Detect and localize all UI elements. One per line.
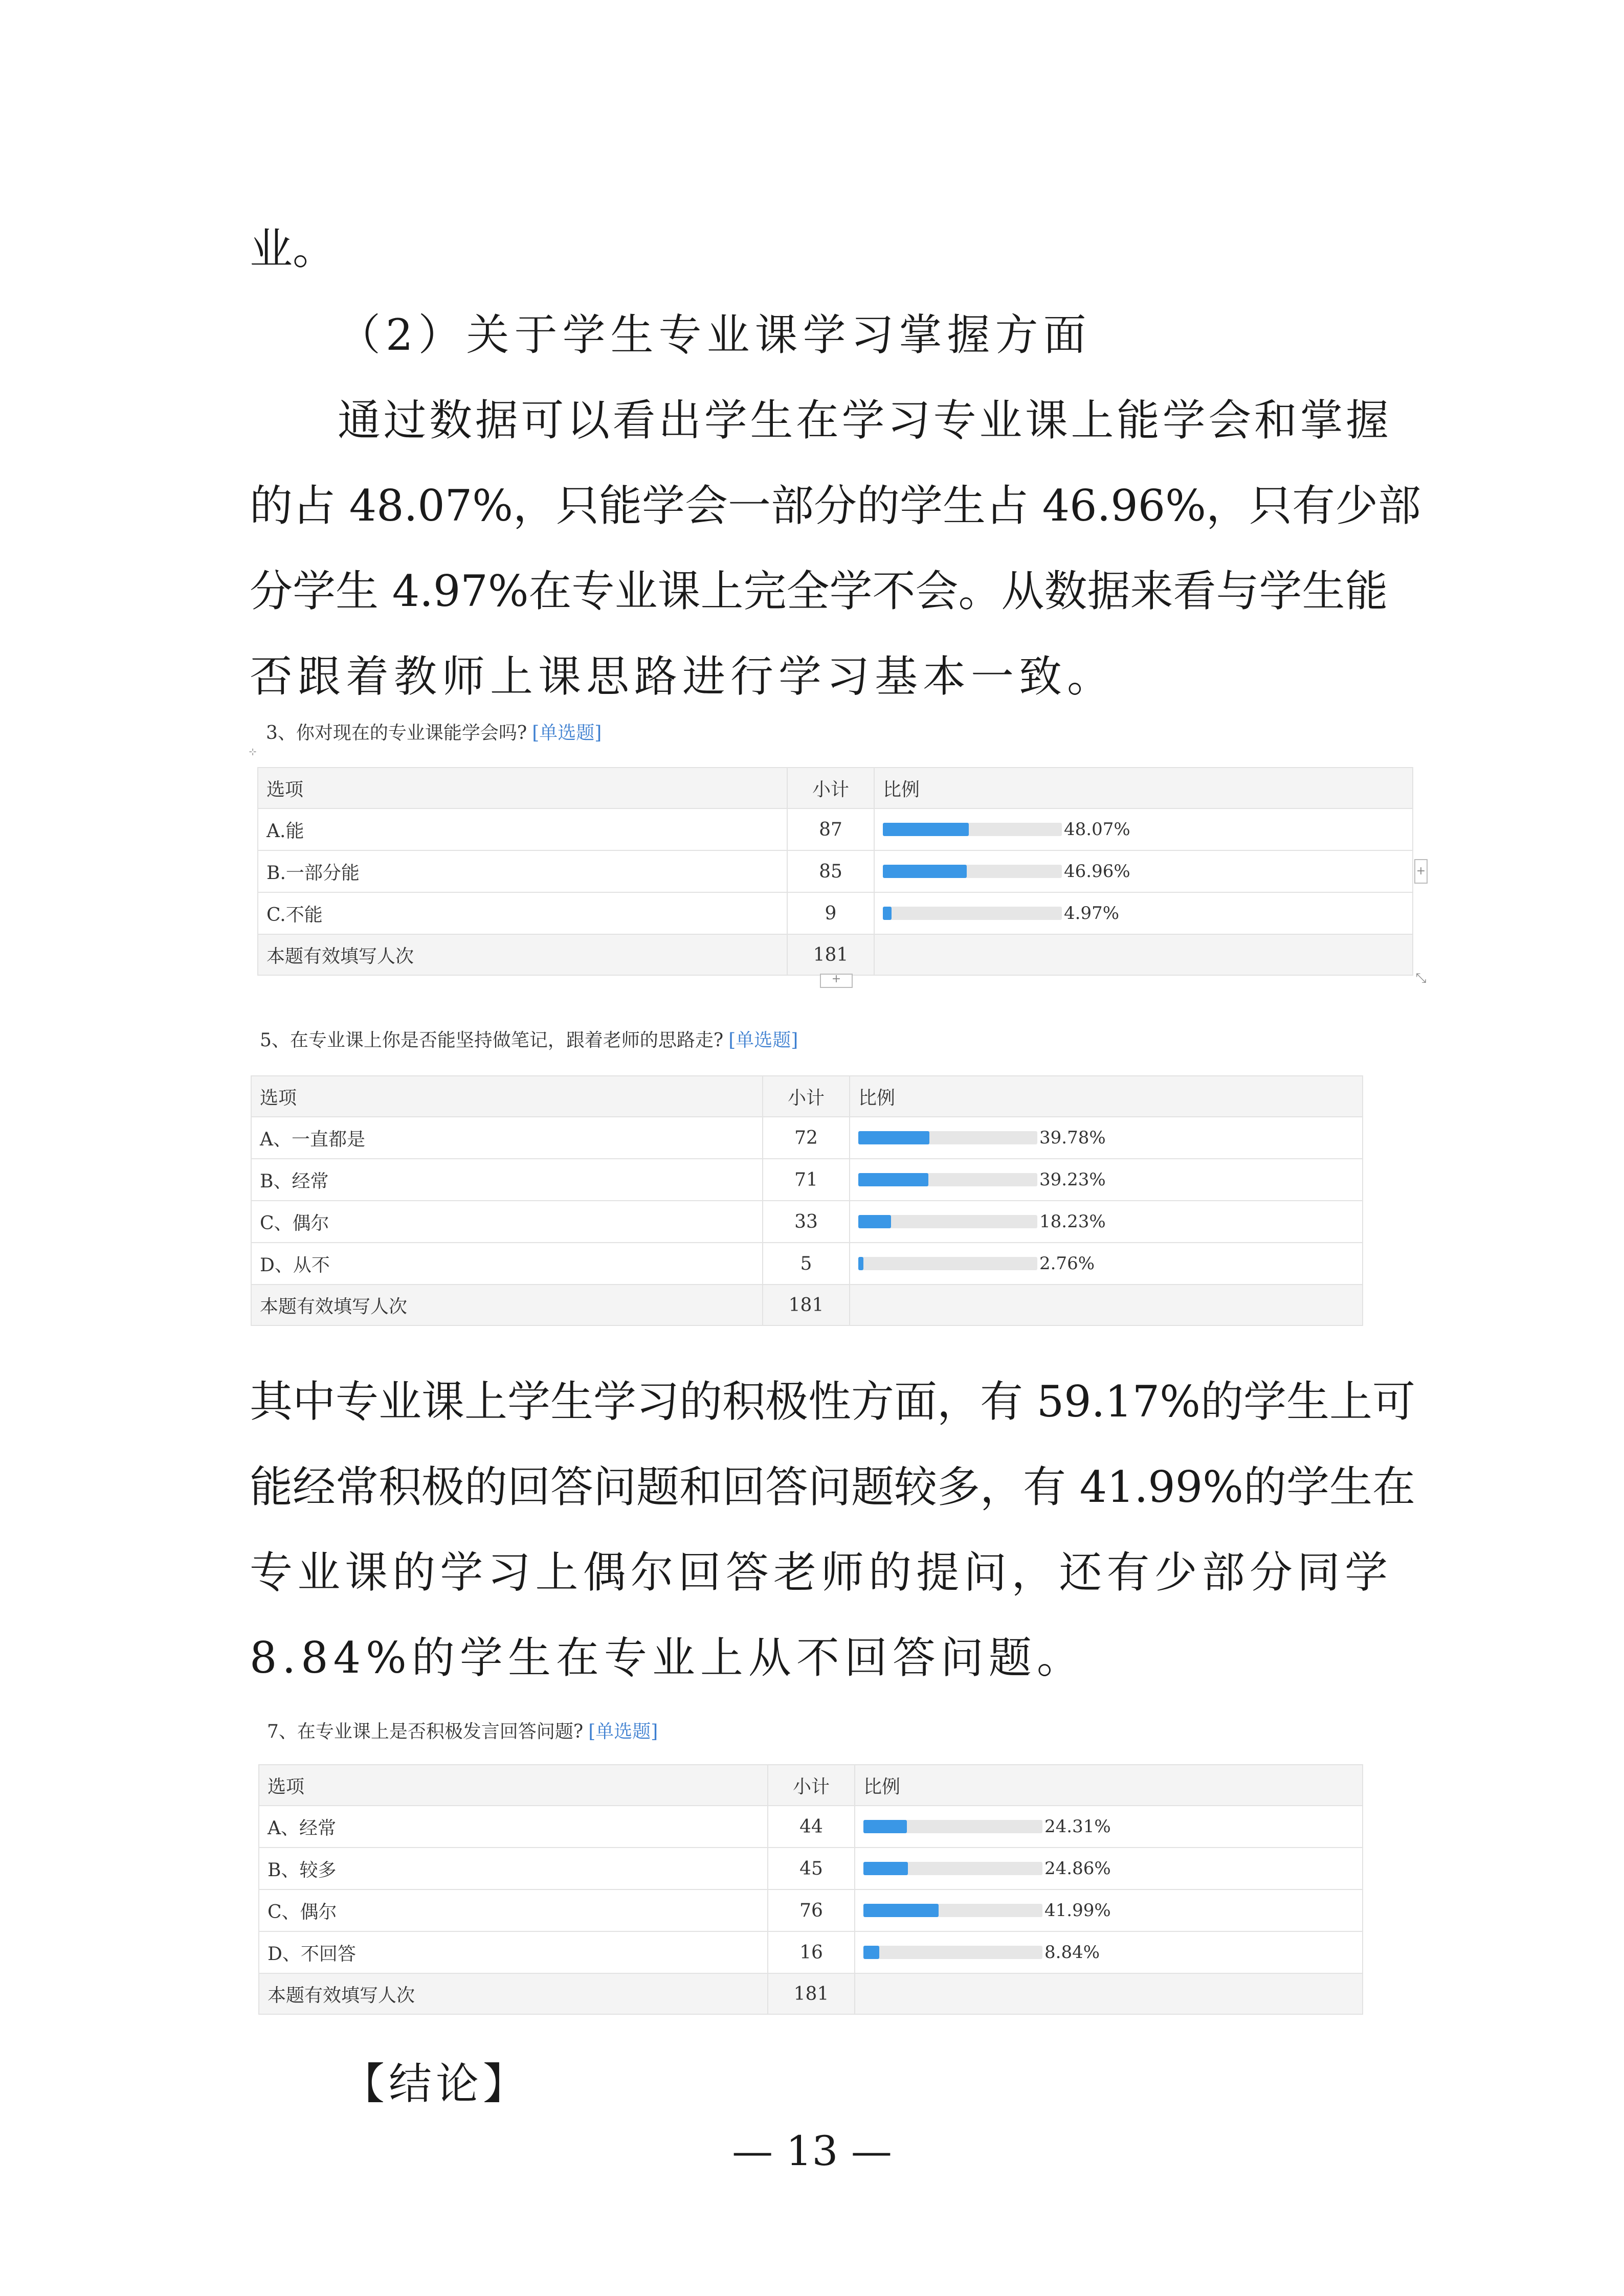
survey-5-title [260, 1026, 798, 1052]
option-ratio [855, 1931, 1363, 1973]
text-line-continuation: 业。 [250, 224, 336, 274]
option-ratio [855, 1806, 1363, 1848]
table-footer-row [259, 1973, 1363, 2014]
option-label: B.一部分能 [258, 850, 787, 892]
option-ratio [850, 1117, 1363, 1159]
footer-empty [874, 934, 1413, 975]
option-count: 5 [763, 1243, 850, 1285]
option-count: 44 [768, 1806, 855, 1848]
option-ratio [874, 808, 1413, 850]
ratio-bar-fill [883, 823, 969, 836]
footer-label: 本题有效填写人次 [258, 934, 787, 975]
option-ratio [855, 1848, 1363, 1889]
survey-3-question: 3、你对现在的专业课能学会吗? [266, 723, 527, 744]
table-row [259, 1806, 1363, 1848]
survey-7-title [267, 1717, 658, 1743]
table-move-handle-icon[interactable]: ⊹ [249, 747, 257, 757]
paragraph-2-line-1: 其中专业课上学生学习的积极性方面，有 59.17%的学生上可 [250, 1377, 1415, 1427]
survey-3-type-tag[interactable]: [单选题] [532, 723, 602, 744]
header-ratio: 比例 [874, 768, 1413, 808]
ratio-bar-fill [858, 1215, 891, 1228]
ratio-percent: 2.76% [1039, 1253, 1095, 1274]
footer-empty [850, 1285, 1363, 1325]
header-count: 小计 [787, 768, 874, 808]
ratio-bar-track [883, 865, 1062, 878]
ratio-percent: 48.07% [1064, 819, 1130, 840]
table-row [251, 1243, 1363, 1285]
footer-count: 181 [768, 1973, 855, 2014]
option-label: C、偶尔 [251, 1201, 763, 1243]
option-ratio [874, 892, 1413, 934]
option-count: 76 [768, 1889, 855, 1931]
ratio-percent: 8.84% [1044, 1942, 1100, 1963]
option-label: A、一直都是 [251, 1117, 763, 1159]
option-label: A、经常 [259, 1806, 768, 1848]
ratio-percent: 24.31% [1044, 1816, 1111, 1837]
header-option: 选项 [258, 768, 787, 808]
header-option: 选项 [259, 1765, 768, 1806]
ratio-percent: 39.23% [1039, 1169, 1106, 1190]
option-count: 9 [787, 892, 874, 934]
ratio-bar-track [863, 1904, 1042, 1917]
ratio-bar [883, 893, 1404, 934]
ratio-bar [863, 1806, 1354, 1847]
option-ratio [850, 1159, 1363, 1201]
table-header-row [258, 768, 1413, 808]
ratio-percent: 39.78% [1039, 1128, 1106, 1148]
ratio-bar [858, 1159, 1354, 1200]
table-header-row [259, 1765, 1363, 1806]
table-row [259, 1848, 1363, 1889]
option-count: 16 [768, 1931, 855, 1973]
resize-corner-icon[interactable]: ⤡ [1414, 974, 1428, 987]
ratio-bar-track [863, 1862, 1042, 1875]
add-column-icon[interactable]: + [1414, 859, 1428, 884]
table-footer-row [251, 1285, 1363, 1325]
table-row [258, 850, 1413, 892]
option-ratio [850, 1243, 1363, 1285]
ratio-percent: 18.23% [1039, 1211, 1106, 1232]
section-heading: （2）关于学生专业课学习掌握方面 [338, 310, 1092, 360]
option-label: D、从不 [251, 1243, 763, 1285]
option-label: A.能 [258, 808, 787, 850]
survey-3-title [266, 718, 602, 745]
footer-label: 本题有效填写人次 [251, 1285, 763, 1325]
paragraph-1-line-4: 否跟着教师上课思路进行学习基本一致。 [250, 651, 1116, 702]
footer-empty [855, 1973, 1363, 2014]
paragraph-1-line-2: 的占 48.07%，只能学会一部分的学生占 46.96%，只有少部 [250, 481, 1421, 531]
conclusion-heading: 【结论】 [342, 2059, 530, 2109]
ratio-bar-fill [863, 1862, 908, 1875]
option-label: D、不回答 [259, 1931, 768, 1973]
ratio-bar-track [858, 1131, 1037, 1144]
ratio-bar-fill [858, 1257, 863, 1270]
footer-label: 本题有效填写人次 [259, 1973, 768, 2014]
option-label: C、偶尔 [259, 1889, 768, 1931]
page-number: — 13 — [732, 2127, 892, 2175]
footer-count: 181 [763, 1285, 850, 1325]
table-row [259, 1889, 1363, 1931]
paragraph-1-line-3: 分学生 4.97%在专业课上完全学不会。从数据来看与学生能 [250, 566, 1388, 616]
paragraph-2-line-2: 能经常积极的回答问题和回答问题较多，有 41.99%的学生在 [250, 1462, 1415, 1512]
ratio-bar-fill [863, 1820, 907, 1833]
ratio-bar-track [858, 1215, 1037, 1228]
header-count: 小计 [763, 1076, 850, 1117]
ratio-bar [863, 1848, 1354, 1889]
ratio-bar-fill [863, 1904, 939, 1917]
table-row [251, 1201, 1363, 1243]
option-count: 87 [787, 808, 874, 850]
option-count: 33 [763, 1201, 850, 1243]
option-count: 85 [787, 850, 874, 892]
ratio-bar-track [863, 1820, 1042, 1833]
header-ratio: 比例 [850, 1076, 1363, 1117]
paragraph-1-line-1: 通过数据可以看出学生在学习专业课上能学会和掌握 [338, 395, 1389, 445]
option-label: C.不能 [258, 892, 787, 934]
survey-5-question: 5、在专业课上你是否能坚持做笔记，跟着老师的思路走? [260, 1030, 724, 1051]
ratio-bar [883, 851, 1404, 892]
ratio-bar-fill [883, 865, 967, 878]
header-option: 选项 [251, 1076, 763, 1117]
survey-7-table [258, 1764, 1363, 2015]
option-count: 72 [763, 1117, 850, 1159]
ratio-bar-track [858, 1257, 1037, 1270]
option-ratio [850, 1201, 1363, 1243]
option-label: B、较多 [259, 1848, 768, 1889]
ratio-bar [883, 809, 1404, 850]
option-count: 45 [768, 1848, 855, 1889]
header-ratio: 比例 [855, 1765, 1363, 1806]
ratio-bar-track [858, 1173, 1037, 1186]
ratio-percent: 24.86% [1044, 1858, 1111, 1879]
ratio-bar [858, 1243, 1354, 1284]
ratio-bar-track [883, 823, 1062, 836]
table-row [251, 1117, 1363, 1159]
option-count: 71 [763, 1159, 850, 1201]
table-row [258, 892, 1413, 934]
ratio-bar-fill [863, 1946, 879, 1959]
ratio-bar-fill [858, 1173, 928, 1186]
option-ratio [855, 1889, 1363, 1931]
ratio-percent: 4.97% [1064, 903, 1120, 924]
survey-3-table [257, 767, 1413, 976]
survey-7-question: 7、在专业课上是否积极发言回答问题? [267, 1721, 584, 1742]
table-row [251, 1159, 1363, 1201]
ratio-bar [863, 1932, 1354, 1973]
ratio-bar [858, 1117, 1354, 1158]
table-row [258, 808, 1413, 850]
ratio-bar [858, 1201, 1354, 1242]
table-row [259, 1931, 1363, 1973]
header-count: 小计 [768, 1765, 855, 1806]
ratio-bar-track [863, 1946, 1042, 1959]
ratio-bar-track [883, 907, 1062, 920]
table-header-row [251, 1076, 1363, 1117]
paragraph-2-line-4: 8.84%的学生在专业上从不回答问题。 [250, 1633, 1085, 1683]
add-row-icon[interactable]: + [820, 974, 853, 988]
ratio-bar-fill [883, 907, 892, 920]
option-label: B、经常 [251, 1159, 763, 1201]
ratio-percent: 46.96% [1064, 861, 1130, 882]
ratio-bar-fill [858, 1131, 929, 1144]
footer-count: 181 [787, 934, 874, 975]
paragraph-2-line-3: 专业课的学习上偶尔回答老师的提问，还有少部分同学 [250, 1547, 1388, 1597]
survey-5-type-tag[interactable]: [单选题] [728, 1030, 798, 1051]
ratio-percent: 41.99% [1044, 1900, 1111, 1921]
survey-5-table [251, 1075, 1363, 1326]
option-ratio [874, 850, 1413, 892]
ratio-bar [863, 1890, 1354, 1931]
survey-7-type-tag[interactable]: [单选题] [588, 1721, 658, 1742]
table-footer-row [258, 934, 1413, 975]
